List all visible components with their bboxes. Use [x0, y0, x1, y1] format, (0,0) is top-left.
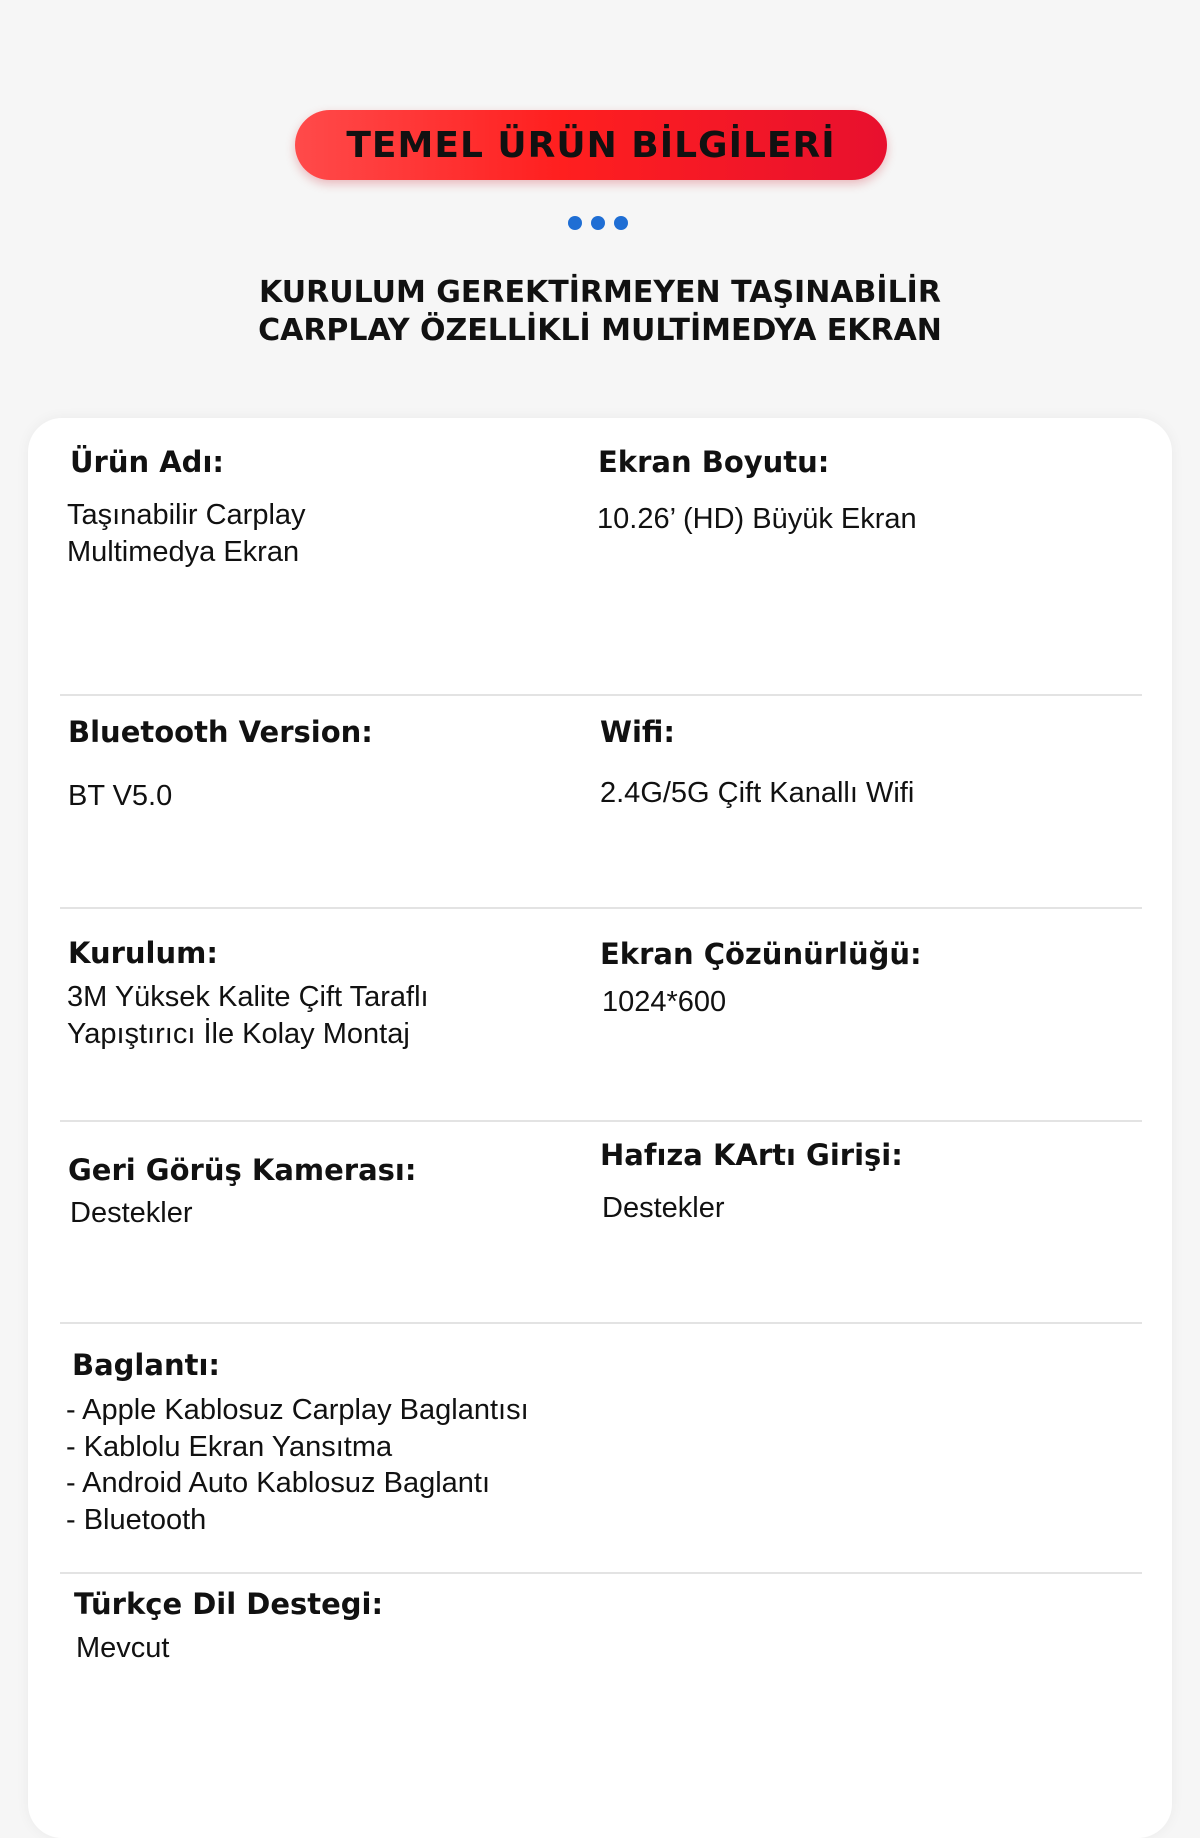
connection-item: - Kablolu Ekran Yansıtma: [66, 1431, 393, 1463]
row-divider: [60, 694, 1142, 696]
dot-icon: [568, 216, 582, 230]
connection-item: - Bluetooth: [66, 1504, 207, 1536]
product-subtitle: [100, 274, 1100, 350]
spec-card: [28, 418, 1172, 1838]
installation-label: Kurulum:: [68, 936, 218, 970]
product-name-label: Ürün Adı:: [70, 445, 224, 479]
row-divider: [60, 1572, 1142, 1574]
memory-card-label: Hafıza KArtı Girişi:: [600, 1138, 903, 1172]
subtitle-line-1: KURULUM GEREKTİRMEYEN TAŞINABİLİR: [259, 275, 941, 310]
screen-size-value: 10.26’ (HD) Büyük Ekran: [597, 503, 917, 535]
screen-size-label: Ekran Boyutu:: [598, 445, 830, 479]
subtitle-line-2: CARPLAY ÖZELLİKLİ MULTİMEDYA EKRAN: [258, 313, 942, 348]
bluetooth-label: Bluetooth Version:: [68, 715, 373, 749]
resolution-label: Ekran Çözünürlüğü:: [600, 937, 922, 971]
dot-icon: [614, 216, 628, 230]
product-name-value-line-1: Taşınabilir Carplay: [67, 499, 306, 531]
memory-card-value: Destekler: [602, 1192, 725, 1224]
installation-value-line-1: 3M Yüksek Kalite Çift Taraflı: [67, 981, 429, 1013]
turkish-support-label: Türkçe Dil Destegi:: [74, 1587, 384, 1621]
section-title: TEMEL ÜRÜN BİLGİLERİ: [346, 124, 836, 166]
row-divider: [60, 907, 1142, 909]
wifi-value: 2.4G/5G Çift Kanallı Wifi: [600, 777, 915, 809]
row-divider: [60, 1120, 1142, 1122]
rear-camera-label: Geri Görüş Kamerası:: [68, 1153, 417, 1187]
row-divider: [60, 1322, 1142, 1324]
turkish-support-value: Mevcut: [76, 1632, 170, 1664]
wifi-label: Wifi:: [600, 715, 676, 749]
connection-item: - Android Auto Kablosuz Baglantı: [66, 1467, 491, 1499]
section-title-badge: [295, 110, 887, 180]
resolution-value: 1024*600: [602, 986, 727, 1018]
connection-label: Baglantı:: [72, 1348, 220, 1382]
connection-item: - Apple Kablosuz Carplay Baglantısı: [66, 1394, 529, 1426]
bluetooth-value: BT V5.0: [68, 780, 173, 812]
dot-icon: [591, 216, 605, 230]
rear-camera-value: Destekler: [70, 1197, 193, 1229]
product-name-value-line-2: Multimedya Ekran: [67, 536, 300, 568]
installation-value-line-2: Yapıştırıcı İle Kolay Montaj: [67, 1018, 410, 1050]
decorative-dots: [568, 216, 628, 230]
